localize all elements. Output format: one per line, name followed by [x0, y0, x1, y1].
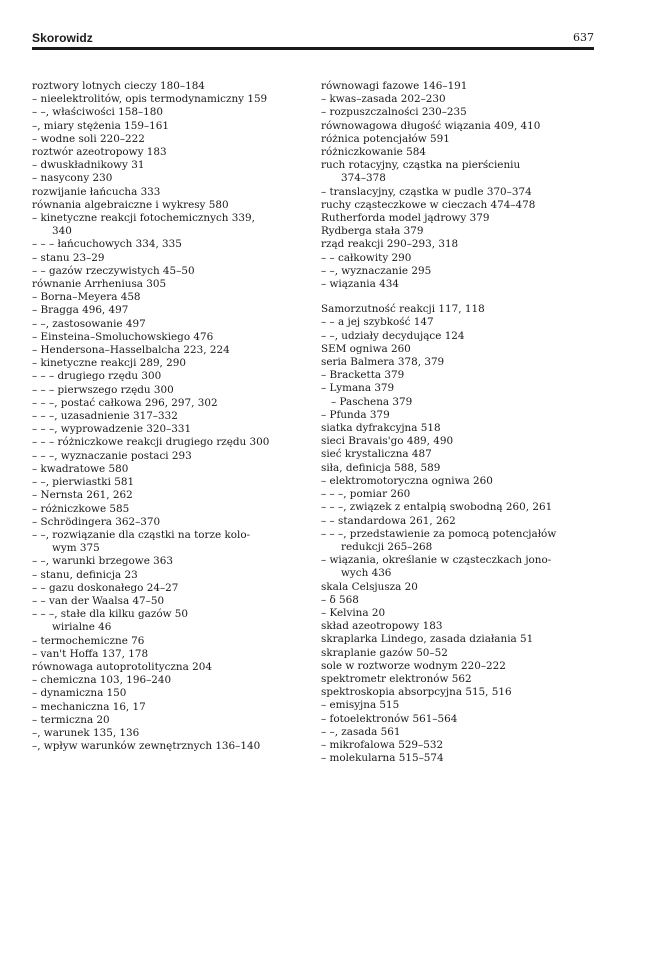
index-entry: – fotoelektronów 561–564	[321, 712, 458, 725]
index-entry: – –, zasada 561	[321, 725, 401, 738]
index-entry: rząd reakcji 290–293, 318	[321, 238, 459, 251]
index-entry: – termiczna 20	[32, 713, 110, 726]
index-entry: – Nernsta 261, 262	[32, 489, 133, 502]
index-entry: – kwadratowe 580	[32, 462, 129, 475]
index-entry: – van't Hoffa 137, 178	[32, 647, 149, 660]
index-entry: – – –, przedstawienie za pomocą potencjałów	[321, 527, 557, 540]
index-entry: – – całkowity 290	[321, 251, 412, 264]
index-entry: – Einsteina–Smoluchowskiego 476	[32, 330, 214, 343]
index-entry: sieć krystaliczna 487	[321, 448, 432, 461]
index-entry: – – standardowa 261, 262	[321, 514, 456, 527]
index-entry: – – –, pomiar 260	[321, 488, 411, 501]
index-entry: spektrometr elektronów 562	[321, 672, 472, 685]
index-entry: – – – łańcuchowych 334, 335	[32, 238, 182, 251]
index-entry: – nasycony 230	[32, 172, 113, 185]
index-entry: sieci Bravais'go 489, 490	[321, 435, 454, 448]
index-entry: – – gazów rzeczywistych 45–50	[32, 264, 195, 277]
index-entry: – –, pierwiastki 581	[32, 476, 135, 489]
index-entry-continuation: redukcji 265–268	[341, 540, 433, 553]
index-entry: równowagowa długość wiązania 409, 410	[321, 119, 541, 132]
index-entry: – Paschena 379	[331, 395, 413, 408]
index-entry: – Kelvina 20	[321, 606, 386, 619]
index-entry: Rutherforda model jądrowy 379	[321, 212, 490, 225]
index-entry: – –, wyznaczanie 295	[321, 264, 432, 277]
index-entry: różniczkowanie 584	[321, 146, 426, 159]
index-entry: – – –, uzasadnienie 317–332	[32, 410, 178, 423]
index-entry: równania algebraiczne i wykresy 580	[32, 198, 229, 211]
index-entry: – stanu 23–29	[32, 251, 105, 264]
index-entry: seria Balmera 378, 379	[321, 356, 445, 369]
index-entry: ruch rotacyjny, cząstka na pierścieniu	[321, 159, 521, 172]
page-number: 637	[573, 31, 594, 44]
index-entry: –, wpływ warunków zewnętrznych 136–140	[32, 740, 261, 753]
index-entry: – emisyjna 515	[321, 699, 400, 712]
index-entry: –, miary stężenia 159–161	[32, 119, 169, 132]
index-entry: – dwuskładnikowy 31	[32, 159, 145, 172]
index-entry: – δ 568	[321, 593, 359, 606]
index-entry: – – –, postać całkowa 296, 297, 302	[32, 396, 218, 409]
index-entry-continuation: wirialne 46	[52, 621, 112, 634]
index-entry: – – –, wyznaczanie postaci 293	[32, 449, 192, 462]
index-entry: – elektromotoryczna ogniwa 260	[321, 474, 493, 487]
index-entry: – –, warunki brzegowe 363	[32, 555, 173, 568]
index-entry: – mechaniczna 16, 17	[32, 700, 146, 713]
index-entry: – Hendersona–Hasselbalcha 223, 224	[32, 344, 230, 357]
index-entry: – kwas–zasada 202–230	[321, 93, 446, 106]
index-entry-continuation: 340	[52, 225, 72, 238]
index-entry: roztwory lotnych cieczy 180–184	[32, 80, 205, 92]
index-entry: – Pfunda 379	[321, 408, 390, 421]
index-entry: – molekularna 515–574	[321, 752, 444, 765]
index-entry: – kinetyczne reakcji 289, 290	[32, 357, 186, 370]
index-entry: SEM ogniwa 260	[321, 342, 411, 355]
index-entry: równowagi fazowe 146–191	[321, 80, 468, 92]
index-column-left	[32, 80, 304, 753]
index-entry: skład azeotropowy 183	[321, 620, 443, 633]
index-entry: siła, definicja 588, 589	[321, 461, 441, 474]
index-entry: – – –, związek z entalpią swobodną 260, 261	[321, 501, 553, 514]
index-entry: – chemiczna 103, 196–240	[32, 674, 172, 687]
index-entry: – –, właściwości 158–180	[32, 106, 164, 119]
index-entry: rozwijanie łańcucha 333	[32, 185, 161, 198]
section-title: Skorowidz	[32, 31, 93, 45]
index-entry: – –, udziały decydujące 124	[321, 329, 465, 342]
index-entry: – – –, wyprowadzenie 320–331	[32, 423, 192, 436]
index-entry: – dynamiczna 150	[32, 687, 127, 700]
index-entry: – –, rozwiązanie dla cząstki na torze kolo-	[32, 528, 251, 541]
index-entry-continuation: 374–378	[341, 172, 386, 185]
index-entry: –, warunek 135, 136	[32, 726, 140, 739]
index-entry: – nieelektrolitów, opis termodynamiczny 159	[32, 93, 268, 106]
index-entry-continuation: wych 436	[341, 567, 392, 580]
index-entry: – Schrödingera 362–370	[32, 515, 161, 528]
index-entry: – – – drugiego rzędu 300	[32, 370, 162, 383]
header-rule	[32, 47, 594, 50]
index-entry: – – a jej szybkość 147	[321, 316, 434, 329]
index-entry: – – van der Waalsa 47–50	[32, 594, 165, 607]
entry-gap	[321, 291, 593, 303]
index-entry: – rozpuszczalności 230–235	[321, 106, 467, 119]
index-entry: sole w roztworze wodnym 220–222	[321, 659, 506, 672]
index-entry: – Bracketta 379	[321, 369, 405, 382]
index-entry: – Borna–Meyera 458	[32, 291, 141, 304]
index-entry: skala Celsjusza 20	[321, 580, 418, 593]
index-entry: – – – pierwszego rzędu 300	[32, 383, 174, 396]
index-entry: spektroskopia absorpcyjna 515, 516	[321, 686, 512, 699]
index-entry: ruchy cząsteczkowe w cieczach 474–478	[321, 198, 536, 211]
page-header	[32, 31, 594, 47]
index-entry: – kinetyczne reakcji fotochemicznych 339,	[32, 212, 255, 225]
index-entry-continuation: wym 375	[52, 542, 100, 555]
index-entry: – Bragga 496, 497	[32, 304, 129, 317]
index-entry: równowaga autoprotolityczna 204	[32, 660, 212, 673]
index-entry: – mikrofalowa 529–532	[321, 738, 444, 751]
index-entry: roztwór azeotropowy 183	[32, 146, 167, 159]
index-entry: siatka dyfrakcyjna 518	[321, 422, 441, 435]
index-entry: – – – różniczkowe reakcji drugiego rzędu 300	[32, 436, 270, 449]
index-entry: różnica potencjałów 591	[321, 132, 450, 145]
index-entry: skraplarka Lindego, zasada działania 51	[321, 633, 534, 646]
index-entry: – wiązania 434	[321, 278, 399, 291]
index-entry: – wodne soli 220–222	[32, 132, 145, 145]
index-entry: – translacyjny, cząstka w pudle 370–374	[321, 185, 532, 198]
index-entry: – Lymana 379	[321, 382, 395, 395]
index-column-right	[321, 80, 593, 765]
index-entry: Samorzutność reakcji 117, 118	[321, 303, 485, 316]
index-entry: skraplanie gazów 50–52	[321, 646, 448, 659]
index-entry: – – –, stałe dla kilku gazów 50	[32, 608, 189, 621]
index-entry: – –, zastosowanie 497	[32, 317, 146, 330]
index-entry: równanie Arrheniusa 305	[32, 278, 167, 291]
index-entry: – – gazu doskonałego 24–27	[32, 581, 179, 594]
index-entry: – stanu, definicja 23	[32, 568, 138, 581]
index-entry: – różniczkowe 585	[32, 502, 130, 515]
index-entry: Rydberga stała 379	[321, 225, 424, 238]
index-entry: – wiązania, określanie w cząsteczkach jono-	[321, 554, 552, 567]
index-entry: – termochemiczne 76	[32, 634, 145, 647]
